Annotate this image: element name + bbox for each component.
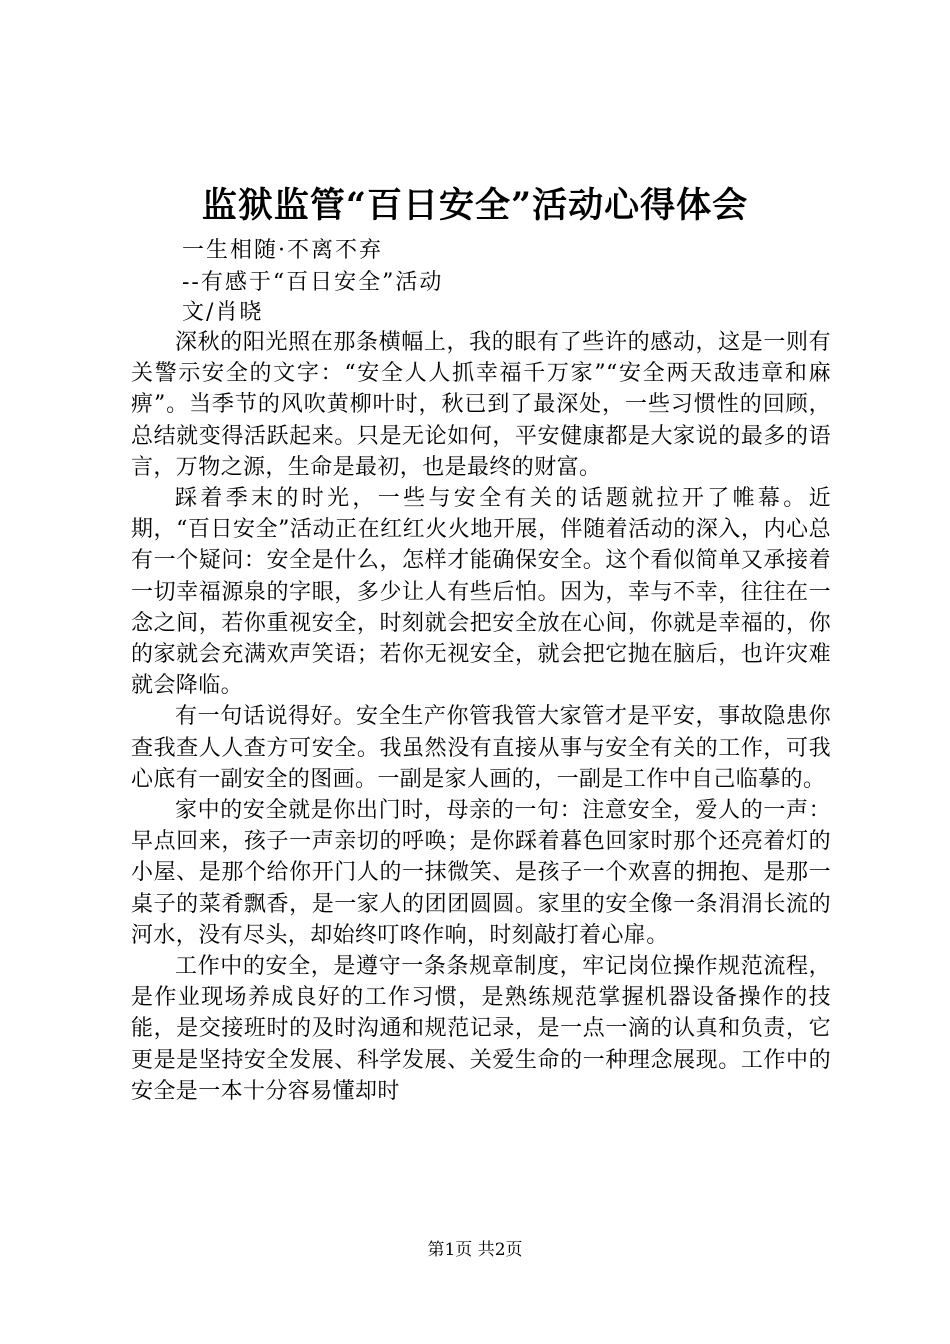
- paragraph: 家中的安全就是你出门时，母亲的一句：注意安全，爱人的一声：早点回来，孩子一声亲切的呼唤；是你踩着暮色回家时那个还亮着灯的小屋、是那个给你开门人的一抹微笑、是孩子一个欢喜的拥抱、是那一桌子的菜肴飘香，是一家人的团团圆圆。家里的安全像一条涓涓长流的河水，没有尽头，却始终叮咚作响，时刻敲打着心扉。: [131, 798, 831, 948]
- subtitle-topic: --有感于“百日安全”活动: [182, 270, 444, 295]
- paragraph: 有一句话说得好。安全生产你管我管大家管才是平安，事故隐患你查我查人人查方可安全。我虽然没有直接从事与安全有关的工作，可我心底有一副安全的图画。一副是家人画的，一副是工作中自己临摹的。: [131, 704, 831, 792]
- paragraph: 工作中的安全，是遵守一条条规章制度，牢记岗位操作规范流程，是作业现场养成良好的工作习惯，是熟练规范掌握机器设备操作的技能，是交接班时的及时沟通和规范记录，是一点一滴的认真和负责，它更是是坚持安全发展、科学发展、关爱生命的一种理念展现。工作中的安全是一本十分容易懂却时: [131, 954, 831, 1104]
- page-number-footer: 第1页 共2页: [427, 1240, 523, 1260]
- author-line: 文/肖晓: [182, 300, 264, 325]
- document-body: [131, 327, 831, 1107]
- document-title: 监狱监管“百日安全”活动心得体会: [201, 185, 749, 226]
- subtitle-motto: 一生相随·不离不弃: [182, 238, 383, 263]
- paragraph: 深秋的阳光照在那条横幅上，我的眼有了些许的感动，这是一则有关警示安全的文字：“安全人人抓幸福千万家”“安全两天敌违章和麻痹”。当季节的风吹黄柳叶时，秋已到了最深处，一些习惯性的回顾，总结就变得活跃起来。只是无论如何，平安健康都是大家说的最多的语言，万物之源，生命是最初，也是最终的财富。: [131, 330, 831, 480]
- paragraph: 踩着季末的时光，一些与安全有关的话题就拉开了帷幕。近期，“百日安全”活动正在红红火火地开展，伴随着活动的深入，内心总有一个疑问：安全是什么，怎样才能确保安全。这个看似简单又承接着一切幸福源泉的字眼，多少让人有些后怕。因为，幸与不幸，往往在一念之间，若你重视安全，时刻就会把安全放在心间，你就是幸福的，你的家就会充满欢声笑语；若你无视安全，就会把它抛在脑后，也许灾难就会降临。: [131, 486, 831, 699]
